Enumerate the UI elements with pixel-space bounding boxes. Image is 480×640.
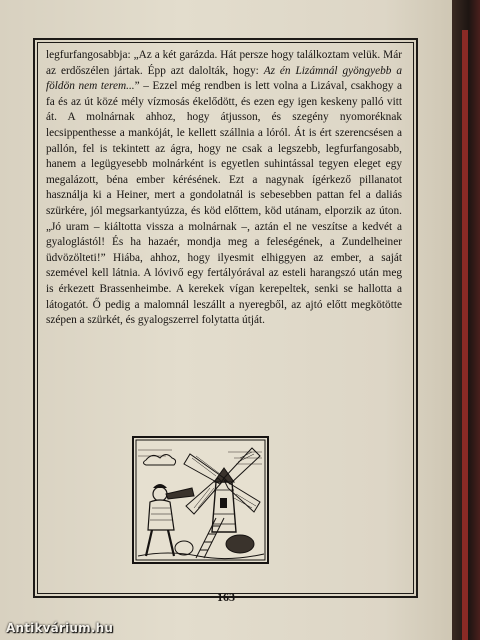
windmill-woodcut-icon (132, 436, 269, 564)
body-paragraph (46, 48, 402, 329)
watermark: Antikvárium.hu (6, 621, 114, 635)
song-quote: Az én Lizámnál gyöngyebb a földön nem terem... (46, 64, 402, 93)
body-text-lead: legfurfangosabbja: „Az a két garázda. Hát persze hogy találkoztam velük. Már az erdőszélen jártak. Épp azt dalolták, hogy: (46, 49, 402, 77)
page-number: 163 (217, 590, 235, 604)
book-cover-edge (462, 30, 468, 640)
body-text (46, 48, 402, 329)
body-text-rest: ” – Ezzel még rendben is lett volna a Lizával, csakhogy a fa és az út közé mély vízmosás ékelődött, és ezen egy igen keskeny palló vitt át. A molnárnak ahhoz, hogy átjusson, és szegény nyomoréknak lecsippenthesse a mankóját, le kellett szállnia a lóról. Át is ért szerencsésen a pallón, fel is tekintett az ágra, hogy ne csak a legszebb, legfurfangosabb, hanem a legügyesebb molnárként is egyetlen suhintással tegyen eleget egy megalázott, béna ember kérésének. Ezt a nagynak ígérkező pillanatot használja ki a Heiner, mert a gondolatnál is sebesebben pattan fel a daliás szürkére, jól megsarkantyúzza, és köd előttem, köd utánam, elporzik az úton. „Jó uram – kiáltotta vissza a molnárnak –, aztán el ne veszítse a kedvét a gyaloglástól! És ha hazaér, mondja meg a feleségének, a Zundelheiner üdvözölteti!” Hiába, ahhoz, hogy ilyesmit elhiggyen az ember, a saját szemével kell látnia. A lóvivő egy fertályórával az esteli harangszó után meg is érkezett Brassenheimbe. A kerekek vígan kerepeltek, senki se hallotta a látogatót. Ő pedig a malomnál leszállt a nyeregből, az ajtó előtt megkötötte szépen a szürkét, és gyalogszerrel folytatta útját. (46, 80, 402, 327)
